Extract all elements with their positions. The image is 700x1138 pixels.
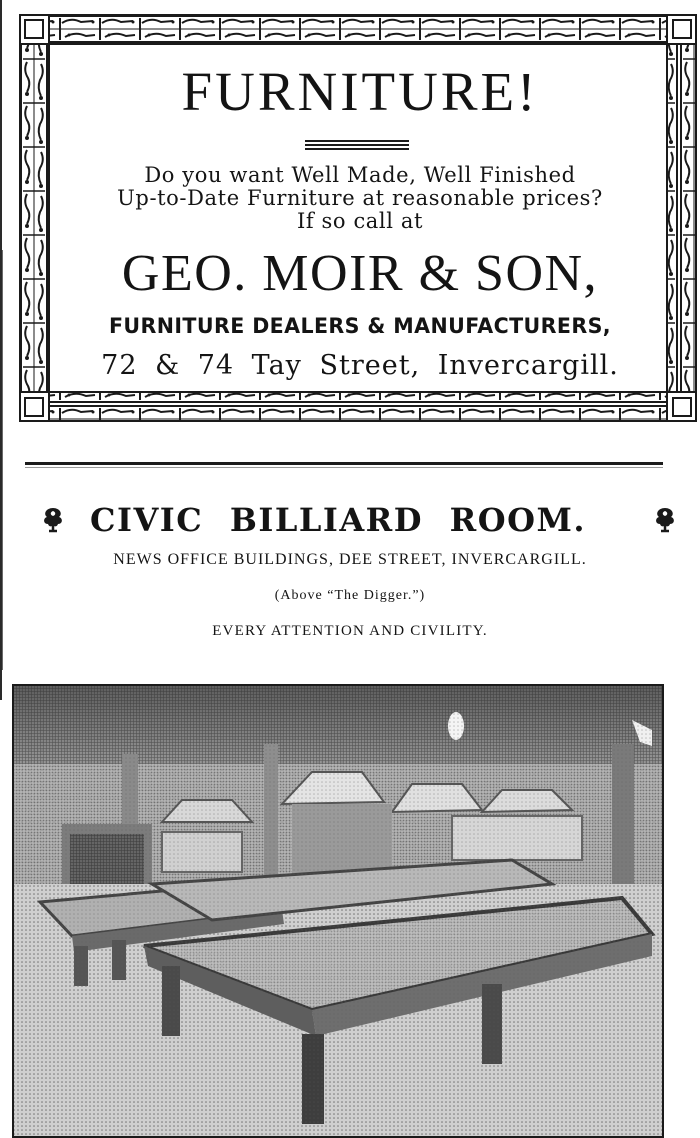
furniture-ad-body (59, 58, 661, 398)
billiard-slogan: EVERY ATTENTION AND CIVILITY. (212, 623, 488, 639)
billiard-title-row (40, 500, 680, 540)
company-name: GEO. MOIR & SON, (121, 245, 599, 302)
section-divider (25, 462, 663, 465)
billiard-location: NEWS OFFICE BUILDINGS, DEE STREET, INVERCARGILL. (113, 551, 587, 568)
scan-edge-left-inner (2, 250, 3, 670)
photograph-image (12, 684, 664, 1138)
trade-description: FURNITURE DEALERS & MANUFACTURERS, (108, 314, 612, 338)
section-divider-thin (25, 467, 663, 468)
furniture-advertisement (19, 14, 697, 422)
furniture-headline: FURNITURE! (181, 61, 539, 122)
billiard-title: CIVIC BILLIARD ROOM. (90, 501, 587, 539)
billiard-note: (Above “The Digger.”) (274, 588, 426, 603)
floral-ornament-icon (40, 506, 66, 534)
billiard-room-photograph (12, 684, 664, 1138)
question-line: If so call at (297, 209, 423, 233)
question-line: Up-to-Date Furniture at reasonable prices? (117, 186, 603, 210)
furniture-question (59, 164, 661, 233)
question-line: Do you want Well Made, Well Finished (144, 163, 576, 187)
store-address: 72 & 74 Tay Street, Invercargill. (101, 350, 619, 381)
floral-ornament-icon (652, 506, 678, 534)
double-rule (305, 140, 409, 152)
